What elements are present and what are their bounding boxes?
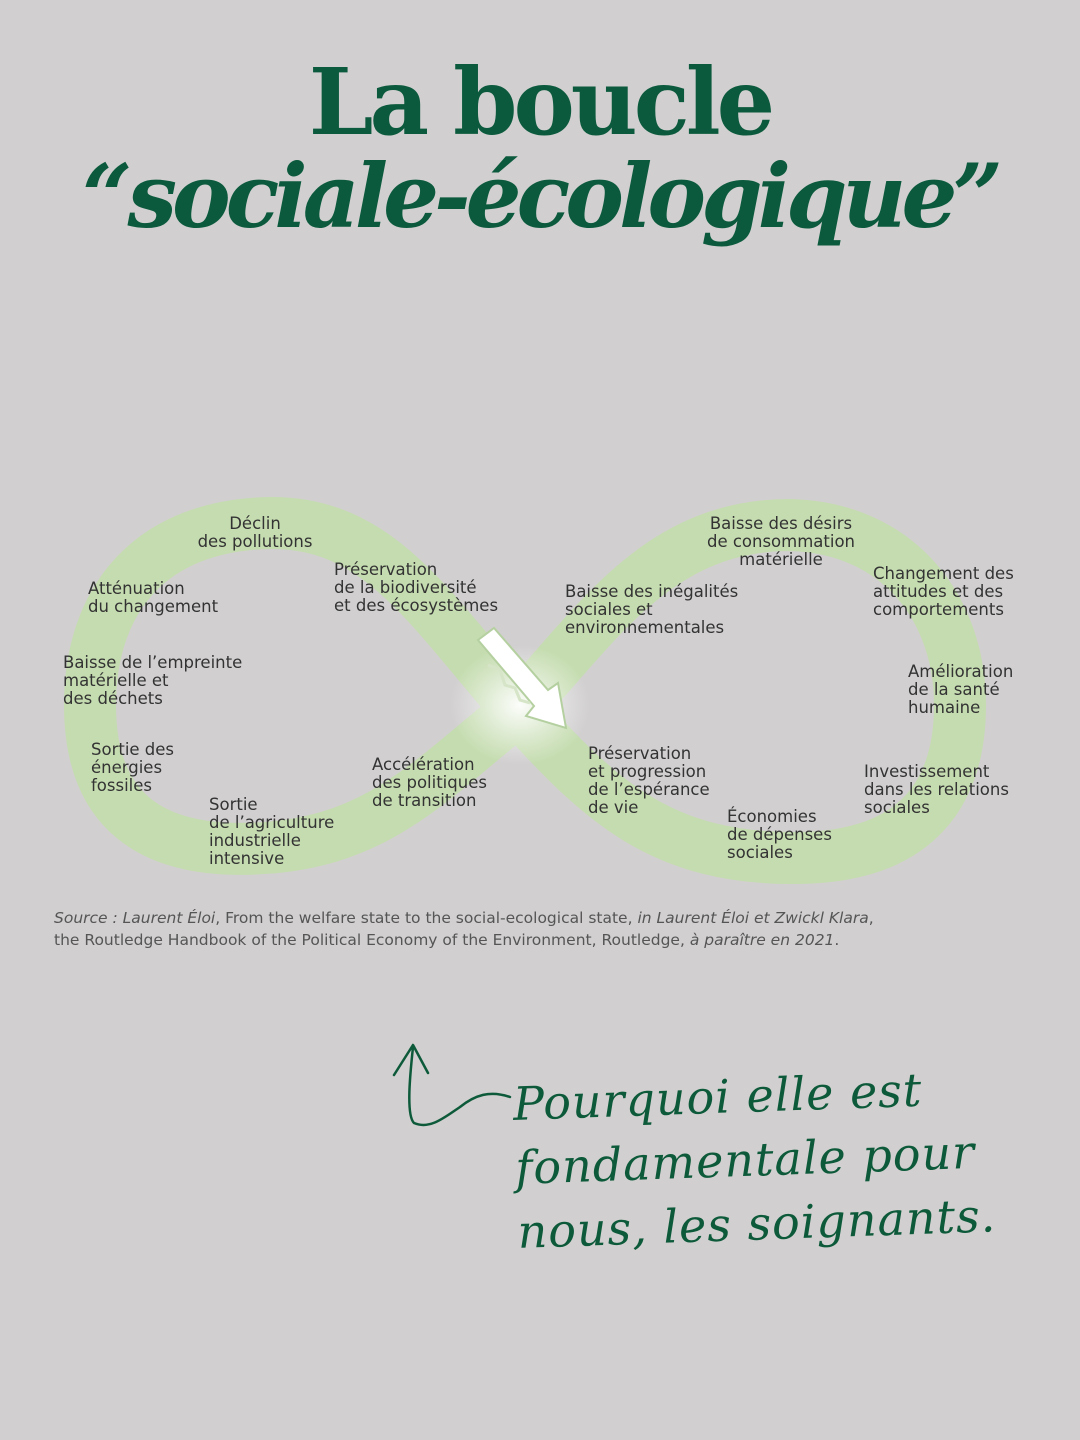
label-energies-fossiles: Sortie des énergies fossiles bbox=[91, 740, 175, 795]
label-declin-pollutions: Déclin des pollutions bbox=[197, 514, 313, 551]
handwritten-note: Pourquoi elle est fondamentale pour nous, les soignants. bbox=[512, 1062, 998, 1259]
label-agriculture: Sortie de l’agriculture industrielle intensive bbox=[209, 795, 335, 868]
label-relations-sociales: Investissement dans les relations sociales bbox=[864, 762, 1009, 817]
label-empreinte: Baisse de l’empreinte matérielle et des déchets bbox=[63, 653, 243, 708]
source-line2: the Routledge Handbook of the Political Economy of the Environment, Routledge, bbox=[54, 931, 690, 949]
page-subtitle: “sociale-écologique” bbox=[81, 144, 999, 248]
page-title: La boucle bbox=[308, 48, 772, 156]
source-date: à paraître en 2021 bbox=[689, 931, 835, 949]
label-attenuation: Atténuation du changement bbox=[88, 579, 219, 616]
label-desirs-consommation: Baisse des désirs de consommation matérielle bbox=[706, 514, 856, 569]
label-attitudes: Changement des attitudes et des comportements bbox=[873, 564, 1014, 619]
handwritten-arrow-icon bbox=[380, 1035, 520, 1135]
label-esperance-vie: Préservation et progression de l’espérance de vie bbox=[588, 744, 710, 817]
source-title: , From the welfare state to the social-ecological state, bbox=[215, 909, 638, 927]
source-citation: Source : Laurent Éloi, From the welfare state to the social-ecological state, in Laurent Éloi et Zwickl Klara, the Routledge Handbook of the Political Economy of the Environment, Routledge, à paraître en 2021. bbox=[54, 909, 874, 949]
label-inegalites: Baisse des inégalités sociales et environnementales bbox=[565, 582, 739, 637]
label-sante-humaine: Amélioration de la santé humaine bbox=[908, 662, 1014, 717]
label-biodiversite: Préservation de la biodiversité et des écosystèmes bbox=[334, 560, 499, 615]
source-prefix: Source : Laurent Éloi bbox=[54, 909, 216, 927]
source-in: in Laurent Éloi et Zwickl Klara bbox=[637, 909, 869, 927]
label-acceleration: Accélération des politiques de transition bbox=[372, 755, 487, 810]
label-depenses-sociales: Économies de dépenses sociales bbox=[727, 807, 832, 862]
